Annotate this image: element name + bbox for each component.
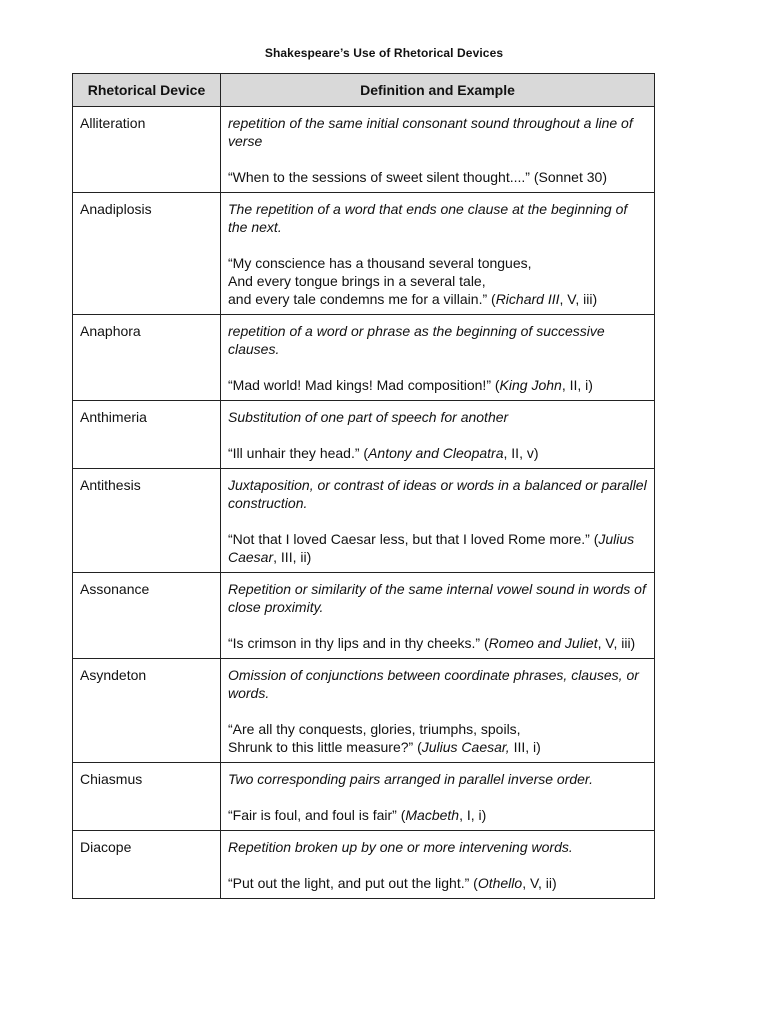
table-row (73, 401, 655, 469)
device-definition-cell (221, 193, 655, 315)
table-body (73, 107, 655, 899)
table-row (73, 763, 655, 831)
citation: , V, ii) (522, 875, 557, 891)
device-definition-cell (221, 401, 655, 469)
device-term: Chiasmus (73, 763, 221, 831)
work-title: King John (499, 377, 562, 393)
work-title: Richard III (495, 291, 560, 307)
example-quote (228, 530, 648, 566)
citation: III, i) (509, 739, 541, 755)
device-term: Anthimeria (73, 401, 221, 469)
work-title: Romeo and Juliet (488, 635, 598, 651)
device-definition-cell (221, 107, 655, 193)
column-header-definition: Definition and Example (221, 74, 655, 107)
work-title: Othello (477, 875, 523, 891)
example-line: “Not that I loved Caesar less, but that I loved Rome more.” ( (228, 531, 599, 547)
device-term: Antithesis (73, 469, 221, 573)
example-line: “Mad world! Mad kings! Mad composition!” ( (228, 377, 500, 393)
table-row (73, 315, 655, 401)
definition-text: Repetition broken up by one or more intervening words. (228, 839, 573, 855)
work-title: Julius Caesar, (421, 739, 510, 755)
example-line: Shrunk to this little measure?” ( (228, 739, 422, 755)
example-line: “Put out the light, and put out the light.” ( (228, 875, 478, 891)
device-definition-cell (221, 469, 655, 573)
example-line: And every tongue brings in a several tale, (228, 273, 486, 289)
example-line: “Ill unhair they head.” ( (228, 445, 369, 461)
device-definition-cell (221, 831, 655, 899)
citation: , V, iii) (597, 635, 636, 651)
device-definition-cell (221, 659, 655, 763)
example-line: “Fair is foul, and foul is fair” ( (228, 807, 406, 823)
example-line: “My conscience has a thousand several tongues, (228, 255, 532, 271)
table-row (73, 193, 655, 315)
example-quote (228, 720, 648, 756)
example-quote (228, 168, 648, 186)
definition-text: repetition of the same initial consonant sound throughout a line of verse (228, 115, 633, 149)
work-title: Macbeth (405, 807, 460, 823)
device-term: Asyndeton (73, 659, 221, 763)
citation: , II, v) (503, 445, 539, 461)
column-header-device: Rhetorical Device (73, 74, 221, 107)
definition-text: Repetition or similarity of the same internal vowel sound in words of close proximity. (228, 581, 646, 615)
device-term: Assonance (73, 573, 221, 659)
citation: , II, i) (561, 377, 593, 393)
table-row (73, 659, 655, 763)
definition-text: Substitution of one part of speech for another (228, 409, 509, 425)
table-row (73, 831, 655, 899)
example-quote (228, 376, 648, 394)
example-quote (228, 634, 648, 652)
example-quote (228, 874, 648, 892)
table-header-row (73, 74, 655, 107)
device-term: Anadiplosis (73, 193, 221, 315)
definition-text: repetition of a word or phrase as the beginning of successive clauses. (228, 323, 605, 357)
example-line: and every tale condemns me for a villain.” ( (228, 291, 496, 307)
rhetorical-devices-table (72, 73, 655, 899)
example-quote (228, 806, 648, 824)
definition-text: The repetition of a word that ends one clause at the beginning of the next. (228, 201, 628, 235)
definition-text: Juxtaposition, or contrast of ideas or words in a balanced or parallel construction. (228, 477, 647, 511)
definition-text: Omission of conjunctions between coordinate phrases, clauses, or words. (228, 667, 639, 701)
device-term: Anaphora (73, 315, 221, 401)
device-definition-cell (221, 573, 655, 659)
example-line: “Are all thy conquests, glories, triumphs, spoils, (228, 721, 521, 737)
table-row (73, 469, 655, 573)
work-title: Antony and Cleopatra (368, 445, 504, 461)
citation: , III, ii) (273, 549, 312, 565)
device-term: Alliteration (73, 107, 221, 193)
work-title: Julius Caesar (228, 531, 635, 565)
example-quote (228, 444, 648, 462)
example-line: “Is crimson in thy lips and in thy cheeks.” ( (228, 635, 489, 651)
citation: , I, i) (459, 807, 487, 823)
example-quote (228, 254, 648, 308)
table-row (73, 573, 655, 659)
device-definition-cell (221, 315, 655, 401)
table-row (73, 107, 655, 193)
example-line: “When to the sessions of sweet silent thought....” (Sonnet 30) (228, 169, 607, 185)
device-term: Diacope (73, 831, 221, 899)
citation: , V, iii) (559, 291, 598, 307)
device-definition-cell (221, 763, 655, 831)
definition-text: Two corresponding pairs arranged in parallel inverse order. (228, 771, 593, 787)
page-title: Shakespeare’s Use of Rhetorical Devices (264, 46, 504, 60)
